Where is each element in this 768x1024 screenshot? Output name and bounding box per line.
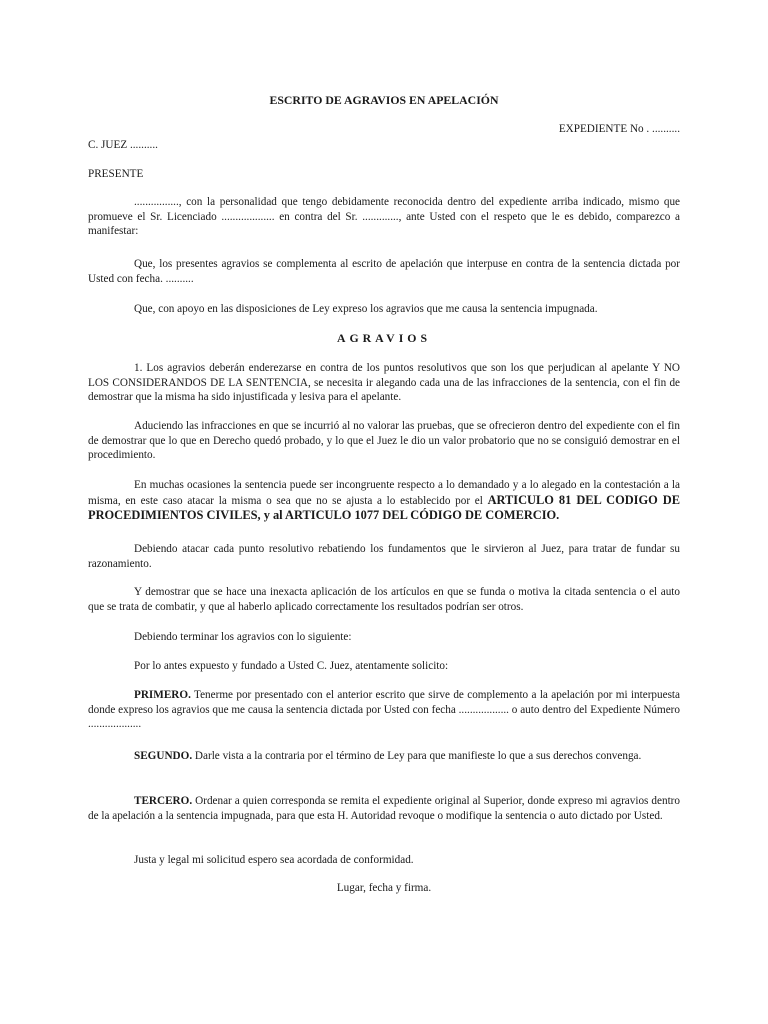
expediente-line: EXPEDIENTE No . .......... bbox=[558, 123, 680, 135]
closing-paragraph: Justa y legal mi solicitud espero sea acordada de conformidad. bbox=[134, 854, 414, 866]
tercero-text: Ordenar a quien corresponda se remita el expediente original al Superior, donde expreso mi agravios dentro de la apelación a la sentencia impugnada, para que esta H. Autoridad revoque o modifique la sentencia o auto dictado por Usted. bbox=[88, 795, 680, 822]
agravio-paragraph-4: Debiendo atacar cada punto resolutivo rebatiendo los fundamentos que le sirvieron al Juez, para tratar de fundar su razonamiento. bbox=[88, 543, 680, 570]
tercero-paragraph bbox=[88, 794, 680, 823]
segundo-label: SEGUNDO. bbox=[134, 750, 193, 762]
agravio-paragraph-2: Aduciendo las infracciones en que se incurrió al no valorar las pruebas, que se ofrecieron dentro del expediente con el fin de demostrar que lo que en Derecho quedó probado, y lo que el Juez le dio un valor probatorio que no se consiguió demostrar en el procedimiento. bbox=[88, 420, 680, 462]
juez-line: C. JUEZ .......... bbox=[88, 139, 158, 151]
tercero-label: TERCERO. bbox=[134, 795, 193, 807]
que-paragraph-1: Que, los presentes agravios se complementa al escrito de apelación que interpuse en contra de la sentencia dictada por Usted con fecha. .......... bbox=[88, 258, 680, 285]
primero-text: Tenerme por presentado con el anterior escrito que sirve de complemento a la apelación por mi interpuesta donde expreso los agravios que me causa la sentencia dictada por Usted con fecha .................. o auto dentro del Expediente Número ................... bbox=[88, 689, 680, 731]
intro-paragraph: ................, con la personalidad que tengo debidamente reconocida dentro del expediente arriba indicado, mismo que promueve el Sr. Licenciado ................... en contra del Sr. ............., ante Usted con el respeto que le es debido, comparezco a manifestar: bbox=[88, 196, 680, 238]
document-title: ESCRITO DE AGRAVIOS EN APELACIÓN bbox=[269, 93, 499, 107]
agravios-heading: AGRAVIOS bbox=[336, 331, 432, 345]
agravio-paragraph-6: Debiendo terminar los agravios con lo siguiente: bbox=[134, 631, 352, 643]
agravio-paragraph-7: Por lo antes expuesto y fundado a Usted C. Juez, atentamente solicito: bbox=[134, 660, 449, 672]
segundo-paragraph bbox=[88, 749, 680, 764]
agravio-paragraph-3-text: En muchas ocasiones la sentencia puede ser incongruente respecto a lo demandado y a lo alegado en la contestación a la misma, en este caso atacar la misma o sea que no se ajusta a lo establecido por el bbox=[88, 479, 680, 507]
signature-line: Lugar, fecha y firma. bbox=[336, 882, 432, 894]
presente-line: PRESENTE bbox=[88, 168, 144, 180]
primero-label: PRIMERO. bbox=[134, 689, 191, 701]
agravio-paragraph-1: 1. Los agravios deberán enderezarse en contra de los puntos resolutivos que son los que perjudican al apelante Y NO LOS CONSIDERANDOS DE LA SENTENCIA, se necesita ir alegando cada una de las infracciones de la sentencia, con el fin de demostrar que la misma ha sido injustificada y lesiva para el apelante. bbox=[88, 362, 680, 404]
que-paragraph-2: Que, con apoyo en las disposiciones de Ley expreso los agravios que me causa la sentencia impugnada. bbox=[134, 303, 598, 315]
agravio-paragraph-5: Y demostrar que se hace una inexacta aplicación de los artículos en que se funda o motiva la citada sentencia o el auto que se trata de combatir, y que al haberlo aplicado correctamente los resultados podrían ser otros. bbox=[88, 586, 680, 613]
articulo-reference: ARTICULO 81 DEL CODIGO DE PROCEDIMIENTOS CIVILES, y al ARTICULO 1077 DEL CÓDIGO DE COMERCIO. bbox=[88, 492, 681, 523]
segundo-text: Darle vista a la contraria por el término de Ley para que manifieste lo que a sus derechos convenga. bbox=[192, 750, 642, 762]
agravio-paragraph-3 bbox=[88, 478, 680, 524]
primero-paragraph bbox=[88, 688, 680, 732]
